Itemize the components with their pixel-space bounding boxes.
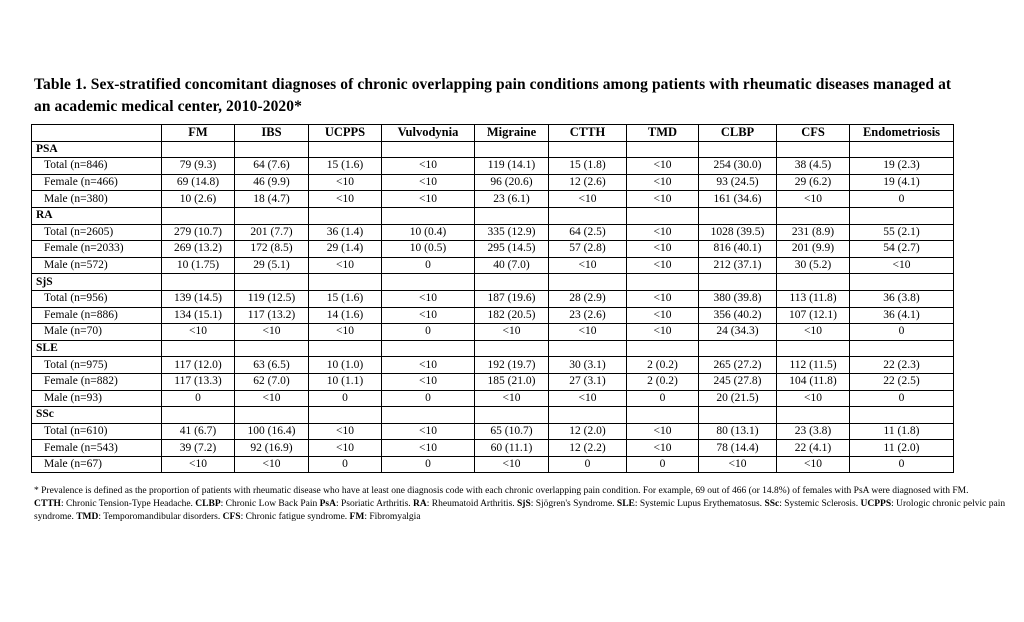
- footnote-abbr-term: UCPPS: [860, 499, 892, 509]
- table-cell: <10: [382, 423, 475, 440]
- table-cell: <10: [627, 307, 699, 324]
- table-cell: 11 (2.0): [850, 440, 954, 457]
- table-cell: 29 (6.2): [777, 174, 850, 191]
- table-row: [32, 241, 954, 258]
- table-cell: 96 (20.6): [475, 174, 549, 191]
- table-header: [32, 125, 954, 142]
- table-cell: <10: [777, 456, 850, 473]
- table-cell: <10: [549, 324, 627, 341]
- footnote-abbr-term: SLE: [616, 499, 635, 509]
- table-cell: <10: [235, 390, 309, 407]
- table-cell: 0: [382, 390, 475, 407]
- table-cell: 69 (14.8): [162, 174, 235, 191]
- table-cell: 100 (16.4): [235, 423, 309, 440]
- table-cell: <10: [777, 324, 850, 341]
- row-label: Female (n=886): [32, 307, 162, 324]
- empty-cell: [549, 207, 627, 224]
- table-cell: 64 (2.5): [549, 224, 627, 241]
- empty-cell: [627, 407, 699, 424]
- table-cell: 22 (4.1): [777, 440, 850, 457]
- empty-cell: [777, 340, 850, 357]
- row-label: Total (n=610): [32, 423, 162, 440]
- footnote-text: : Chronic Tension-Type Headache.: [60, 499, 196, 509]
- row-label: Total (n=2605): [32, 224, 162, 241]
- empty-cell: [162, 274, 235, 291]
- table-cell: <10: [309, 257, 382, 274]
- table-cell: 0: [627, 456, 699, 473]
- empty-cell: [777, 141, 850, 158]
- empty-cell: [382, 207, 475, 224]
- table-cell: 119 (12.5): [235, 290, 309, 307]
- table-cell: 269 (13.2): [162, 241, 235, 258]
- table-cell: 28 (2.9): [549, 290, 627, 307]
- table-cell: 212 (37.1): [699, 257, 777, 274]
- table-cell: <10: [382, 158, 475, 175]
- footnote-text: : Chronic fatigue syndrome.: [240, 512, 350, 522]
- footnote-text: : Systemic Sclerosis.: [779, 499, 861, 509]
- empty-cell: [699, 407, 777, 424]
- footnote-abbr-term: CLBP: [195, 499, 221, 509]
- table-cell: <10: [382, 373, 475, 390]
- table-cell: 12 (2.0): [549, 423, 627, 440]
- table-cell: 139 (14.5): [162, 290, 235, 307]
- empty-cell: [382, 407, 475, 424]
- table-cell: <10: [549, 390, 627, 407]
- table-cell: 92 (16.9): [235, 440, 309, 457]
- table-cell: 36 (1.4): [309, 224, 382, 241]
- table-cell: 113 (11.8): [777, 290, 850, 307]
- table-cell: 62 (7.0): [235, 373, 309, 390]
- footnote-text: : Rheumatoid Arthritis.: [426, 499, 518, 509]
- footnote-abbr-term: SSc: [764, 499, 780, 509]
- table-cell: <10: [627, 191, 699, 208]
- section-row: [32, 141, 954, 158]
- table-cell: 12 (2.2): [549, 440, 627, 457]
- table-cell: 0: [309, 390, 382, 407]
- table-cell: <10: [475, 390, 549, 407]
- table-row: [32, 373, 954, 390]
- table-cell: 0: [627, 390, 699, 407]
- table-title-line1: Table 1. Sex-stratified concomitant diagnoses of chronic overlapping pain conditions among patients with rheumatic diseases managed at: [34, 76, 952, 93]
- table-cell: <10: [162, 324, 235, 341]
- table-cell: <10: [235, 456, 309, 473]
- table-cell: 11 (1.8): [850, 423, 954, 440]
- empty-cell: [475, 340, 549, 357]
- table-row: [32, 290, 954, 307]
- table-cell: 29 (5.1): [235, 257, 309, 274]
- table-row: [32, 191, 954, 208]
- table-cell: <10: [382, 307, 475, 324]
- table-cell: <10: [382, 290, 475, 307]
- table-cell: <10: [627, 158, 699, 175]
- empty-cell: [475, 141, 549, 158]
- table-cell: 182 (20.5): [475, 307, 549, 324]
- empty-cell: [235, 340, 309, 357]
- column-header: IBS: [235, 125, 309, 142]
- column-header: Migraine: [475, 125, 549, 142]
- footnote-abbr-term: RA: [413, 499, 427, 509]
- section-label: SLE: [32, 340, 162, 357]
- footnote-abbr-term: FM: [349, 512, 365, 522]
- empty-cell: [235, 141, 309, 158]
- table-cell: 231 (8.9): [777, 224, 850, 241]
- table-cell: <10: [382, 174, 475, 191]
- table-cell: <10: [309, 423, 382, 440]
- table-cell: 0: [850, 456, 954, 473]
- empty-cell: [549, 340, 627, 357]
- empty-cell: [549, 274, 627, 291]
- table-cell: 0: [382, 324, 475, 341]
- table-cell: <10: [162, 456, 235, 473]
- table-cell: 112 (11.5): [777, 357, 850, 374]
- table-cell: <10: [309, 174, 382, 191]
- empty-cell: [235, 207, 309, 224]
- table-cell: 12 (2.6): [549, 174, 627, 191]
- table-cell: 14 (1.6): [309, 307, 382, 324]
- table-cell: <10: [235, 324, 309, 341]
- footnote-text: : Psoriatic Arthritis.: [335, 499, 414, 509]
- empty-cell: [777, 274, 850, 291]
- table-cell: <10: [627, 257, 699, 274]
- table-cell: 23 (2.6): [549, 307, 627, 324]
- table-cell: 36 (4.1): [850, 307, 954, 324]
- empty-cell: [549, 141, 627, 158]
- corner-header-cell: [32, 125, 162, 142]
- row-label: Male (n=70): [32, 324, 162, 341]
- table-cell: 29 (1.4): [309, 241, 382, 258]
- empty-cell: [309, 407, 382, 424]
- table-cell: <10: [382, 191, 475, 208]
- row-label: Total (n=975): [32, 357, 162, 374]
- table-cell: 10 (1.1): [309, 373, 382, 390]
- table-row: [32, 158, 954, 175]
- empty-cell: [162, 407, 235, 424]
- row-label: Female (n=882): [32, 373, 162, 390]
- table-cell: 40 (7.0): [475, 257, 549, 274]
- empty-cell: [235, 274, 309, 291]
- table-cell: 10 (0.5): [382, 241, 475, 258]
- empty-cell: [627, 340, 699, 357]
- table-cell: 185 (21.0): [475, 373, 549, 390]
- table-cell: 46 (9.9): [235, 174, 309, 191]
- empty-cell: [850, 141, 954, 158]
- table-cell: 20 (21.5): [699, 390, 777, 407]
- table-row: [32, 357, 954, 374]
- table-cell: 54 (2.7): [850, 241, 954, 258]
- table-cell: 60 (11.1): [475, 440, 549, 457]
- table-cell: <10: [382, 357, 475, 374]
- table-cell: <10: [627, 241, 699, 258]
- empty-cell: [699, 141, 777, 158]
- table-cell: 192 (19.7): [475, 357, 549, 374]
- row-label: Female (n=466): [32, 174, 162, 191]
- table-cell: 15 (1.6): [309, 290, 382, 307]
- column-header: UCPPS: [309, 125, 382, 142]
- footnote-abbr-term: TMD: [76, 512, 99, 522]
- table-cell: 245 (27.8): [699, 373, 777, 390]
- table-cell: 265 (27.2): [699, 357, 777, 374]
- table-cell: 0: [850, 191, 954, 208]
- empty-cell: [850, 274, 954, 291]
- table-row: [32, 390, 954, 407]
- empty-cell: [777, 407, 850, 424]
- table-cell: 78 (14.4): [699, 440, 777, 457]
- row-label: Female (n=543): [32, 440, 162, 457]
- section-label: SjS: [32, 274, 162, 291]
- table-row: [32, 307, 954, 324]
- table-cell: 2 (0.2): [627, 373, 699, 390]
- table-cell: 93 (24.5): [699, 174, 777, 191]
- table-cell: 172 (8.5): [235, 241, 309, 258]
- table-cell: 295 (14.5): [475, 241, 549, 258]
- empty-cell: [850, 207, 954, 224]
- table-header-row: [32, 125, 954, 142]
- table-row: [32, 440, 954, 457]
- column-header: FM: [162, 125, 235, 142]
- table-cell: 80 (13.1): [699, 423, 777, 440]
- footnote-text: : Urologic chronic pelvic pain syndrome.: [34, 499, 1006, 522]
- row-label: Male (n=93): [32, 390, 162, 407]
- footnote-text: : Fibromyalgia: [364, 512, 421, 522]
- table-row: [32, 324, 954, 341]
- empty-cell: [850, 340, 954, 357]
- table-row: [32, 456, 954, 473]
- section-label: SSc: [32, 407, 162, 424]
- row-label: Male (n=572): [32, 257, 162, 274]
- table-row: [32, 423, 954, 440]
- table-cell: 0: [162, 390, 235, 407]
- table-cell: <10: [549, 191, 627, 208]
- table-cell: 22 (2.5): [850, 373, 954, 390]
- table-cell: <10: [627, 324, 699, 341]
- table-cell: 0: [850, 324, 954, 341]
- table-cell: <10: [382, 440, 475, 457]
- empty-cell: [309, 141, 382, 158]
- empty-cell: [382, 141, 475, 158]
- table-cell: <10: [777, 191, 850, 208]
- diagnosis-table: [31, 124, 954, 473]
- table-cell: 41 (6.7): [162, 423, 235, 440]
- table-cell: 18 (4.7): [235, 191, 309, 208]
- table-cell: 64 (7.6): [235, 158, 309, 175]
- footnote-text: : Systemic Lupus Erythematosus.: [634, 499, 765, 509]
- table-cell: 22 (2.3): [850, 357, 954, 374]
- table-cell: <10: [627, 290, 699, 307]
- table-cell: 1028 (39.5): [699, 224, 777, 241]
- table-cell: 36 (3.8): [850, 290, 954, 307]
- table-cell: <10: [699, 456, 777, 473]
- column-header: TMD: [627, 125, 699, 142]
- table-cell: 10 (0.4): [382, 224, 475, 241]
- empty-cell: [699, 274, 777, 291]
- empty-cell: [699, 340, 777, 357]
- footnote-abbreviations: [34, 498, 1010, 524]
- footnote-text: : Chronic Low Back Pain: [220, 499, 320, 509]
- footnote-abbr-term: PsA: [319, 499, 336, 509]
- table-cell: 107 (12.1): [777, 307, 850, 324]
- empty-cell: [382, 274, 475, 291]
- empty-cell: [162, 141, 235, 158]
- table-cell: 117 (12.0): [162, 357, 235, 374]
- column-header: CLBP: [699, 125, 777, 142]
- table-cell: 57 (2.8): [549, 241, 627, 258]
- table-cell: <10: [777, 390, 850, 407]
- row-label: Female (n=2033): [32, 241, 162, 258]
- table-body: [32, 141, 954, 473]
- table-cell: 79 (9.3): [162, 158, 235, 175]
- table-cell: 15 (1.6): [309, 158, 382, 175]
- table-cell: 0: [382, 456, 475, 473]
- table-cell: 63 (6.5): [235, 357, 309, 374]
- footnote-text: * Prevalence is defined as the proportion of patients with rheumatic disease who have at least one diagnosis code with each chronic overlapping pain condition. For example, 69 out of 466 (or 14.8%) of females with PsA were diagnosed with FM.: [34, 486, 969, 496]
- table-cell: 0: [309, 456, 382, 473]
- empty-cell: [235, 407, 309, 424]
- table-cell: 117 (13.3): [162, 373, 235, 390]
- table-cell: 2 (0.2): [627, 357, 699, 374]
- table-cell: 335 (12.9): [475, 224, 549, 241]
- table-cell: 30 (3.1): [549, 357, 627, 374]
- section-row: [32, 340, 954, 357]
- table-cell: 55 (2.1): [850, 224, 954, 241]
- table-cell: <10: [627, 174, 699, 191]
- table-cell: 0: [850, 390, 954, 407]
- table-cell: <10: [475, 324, 549, 341]
- table-cell: <10: [627, 224, 699, 241]
- column-header: Endometriosis: [850, 125, 954, 142]
- table-cell: 161 (34.6): [699, 191, 777, 208]
- empty-cell: [850, 407, 954, 424]
- footnote-abbr-term: CTTH: [34, 499, 61, 509]
- empty-cell: [475, 274, 549, 291]
- table-cell: 0: [382, 257, 475, 274]
- row-label: Male (n=380): [32, 191, 162, 208]
- column-header: Vulvodynia: [382, 125, 475, 142]
- table-row: [32, 224, 954, 241]
- table-cell: 39 (7.2): [162, 440, 235, 457]
- table-cell: 38 (4.5): [777, 158, 850, 175]
- empty-cell: [309, 207, 382, 224]
- footnote-abbr-term: CFS: [222, 512, 241, 522]
- table-cell: 356 (40.2): [699, 307, 777, 324]
- table-cell: 201 (7.7): [235, 224, 309, 241]
- section-row: [32, 274, 954, 291]
- empty-cell: [162, 340, 235, 357]
- table-cell: <10: [309, 324, 382, 341]
- table-cell: <10: [475, 456, 549, 473]
- footnotes: [34, 485, 1010, 524]
- table-cell: 65 (10.7): [475, 423, 549, 440]
- column-header: CTTH: [549, 125, 627, 142]
- empty-cell: [475, 207, 549, 224]
- table-cell: 23 (3.8): [777, 423, 850, 440]
- footnote-abbr-term: SjS: [517, 499, 531, 509]
- row-label: Total (n=846): [32, 158, 162, 175]
- empty-cell: [162, 207, 235, 224]
- section-label: RA: [32, 207, 162, 224]
- empty-cell: [627, 141, 699, 158]
- table-cell: 0: [549, 456, 627, 473]
- table-cell: <10: [627, 440, 699, 457]
- table-cell: 10 (2.6): [162, 191, 235, 208]
- table-cell: 15 (1.8): [549, 158, 627, 175]
- footnote-text: : Sjögren's Syndrome.: [530, 499, 617, 509]
- table-cell: 19 (2.3): [850, 158, 954, 175]
- table-row: [32, 257, 954, 274]
- empty-cell: [549, 407, 627, 424]
- table-cell: 30 (5.2): [777, 257, 850, 274]
- table-cell: 380 (39.8): [699, 290, 777, 307]
- table-cell: 254 (30.0): [699, 158, 777, 175]
- table-cell: 10 (1.0): [309, 357, 382, 374]
- table-cell: 19 (4.1): [850, 174, 954, 191]
- table-cell: 816 (40.1): [699, 241, 777, 258]
- row-label: Total (n=956): [32, 290, 162, 307]
- section-row: [32, 407, 954, 424]
- table-cell: <10: [309, 191, 382, 208]
- empty-cell: [382, 340, 475, 357]
- table-cell: 23 (6.1): [475, 191, 549, 208]
- table-cell: <10: [627, 423, 699, 440]
- empty-cell: [309, 340, 382, 357]
- table-cell: 27 (3.1): [549, 373, 627, 390]
- section-row: [32, 207, 954, 224]
- table-cell: 10 (1.75): [162, 257, 235, 274]
- row-label: Male (n=67): [32, 456, 162, 473]
- table-cell: <10: [309, 440, 382, 457]
- empty-cell: [475, 407, 549, 424]
- table-cell: <10: [850, 257, 954, 274]
- table-cell: 104 (11.8): [777, 373, 850, 390]
- table-cell: 24 (34.3): [699, 324, 777, 341]
- empty-cell: [627, 274, 699, 291]
- table-cell: <10: [549, 257, 627, 274]
- footnote-definition: [34, 485, 1010, 498]
- table-title-line2: an academic medical center, 2010-2020*: [34, 98, 302, 115]
- table-title: [34, 74, 994, 118]
- section-label: PSA: [32, 141, 162, 158]
- table-cell: 119 (14.1): [475, 158, 549, 175]
- empty-cell: [699, 207, 777, 224]
- table-cell: 134 (15.1): [162, 307, 235, 324]
- table-row: [32, 174, 954, 191]
- empty-cell: [309, 274, 382, 291]
- empty-cell: [627, 207, 699, 224]
- footnote-text: : Temporomandibular disorders.: [98, 512, 223, 522]
- empty-cell: [777, 207, 850, 224]
- table-cell: 117 (13.2): [235, 307, 309, 324]
- table-cell: 187 (19.6): [475, 290, 549, 307]
- column-header: CFS: [777, 125, 850, 142]
- table-cell: 201 (9.9): [777, 241, 850, 258]
- table-cell: 279 (10.7): [162, 224, 235, 241]
